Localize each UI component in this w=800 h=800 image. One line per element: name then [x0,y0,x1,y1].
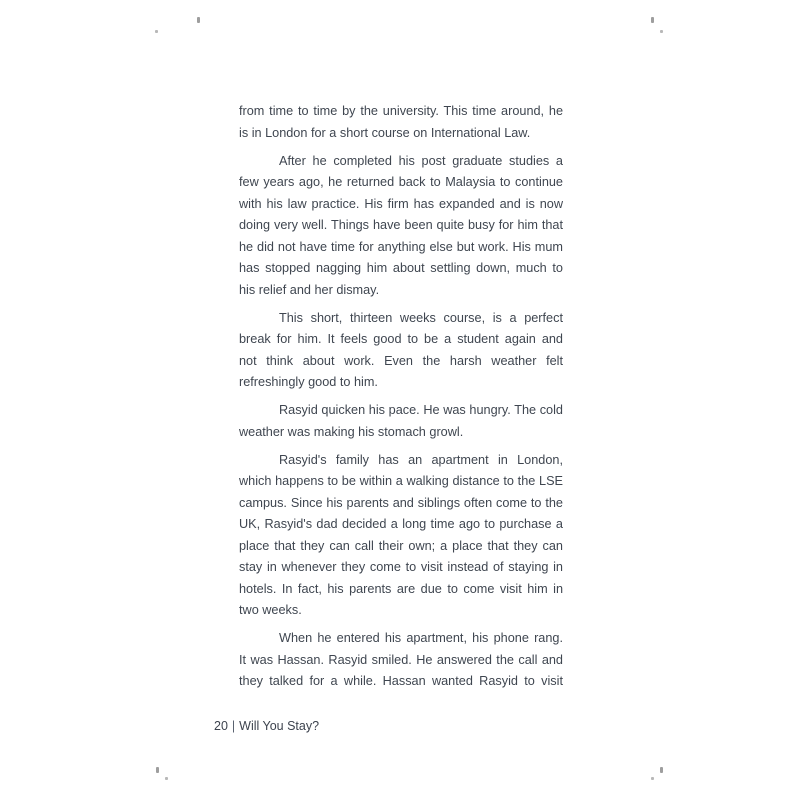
text-line: few years ago, he returned back to Malaysia to continue [239,175,563,189]
corner-mark-top-right-tick [651,17,654,23]
text-line: break for him. It feels good to be a student again and [239,332,563,346]
text-line: After he completed his post graduate studies a [279,153,563,168]
text-line: When he entered his apartment, his phone rang. [279,631,563,645]
text-line: campus. Since his parents and siblings often come to the [239,495,563,510]
text-line: which happens to be within a walking distance to the LSE [239,474,563,488]
page-body [239,101,563,693]
text-line: from time to time by the university. This time around, he [239,104,563,118]
footer-separator: | [231,719,236,733]
corner-mark-bottom-left-dot [165,777,168,780]
text-line: is in London for a short course on International Law. [239,125,531,140]
text-line: not think about work. Even the harsh weather felt [239,353,563,368]
text-line: place that they can call their own; a place that they can [239,538,563,553]
corner-mark-bottom-left-tick [156,767,159,773]
corner-mark-top-left-dot [155,30,158,33]
text-line: Rasyid's family has an apartment in London, [279,452,563,467]
page-footer [214,718,319,734]
paragraph [239,400,563,443]
text-line: two weeks. [239,603,302,617]
book-title: Will You Stay? [239,719,320,733]
corner-mark-top-left-tick [197,17,200,23]
text-line: stay in whenever they come to visit instead of staying in [239,560,563,574]
text-line: doing very well. Things have been quite busy for him that [239,218,563,232]
text-line: Rasyid quicken his pace. He was hungry. The cold [279,403,563,417]
text-line: they talked for a while. Hassan wanted Rasyid to visit [239,674,563,688]
paragraph [239,151,563,302]
text-line: hotels. In fact, his parents are due to come visit him in [239,581,563,596]
paragraph [239,101,563,144]
page-number: 20 [214,719,228,733]
text-line: his relief and her dismay. [239,282,380,297]
paragraph [239,628,563,693]
text-line: UK, Rasyid's dad decided a long time ago to purchase a [239,517,563,531]
paragraph [239,450,563,622]
text-line: weather was making his stomach growl. [239,424,464,439]
corner-mark-bottom-right-tick [660,767,663,773]
paragraph [239,308,563,394]
text-line: he did not have time for anything else but work. His mum [239,239,563,254]
text-line: has stopped nagging him about settling down, much to [239,261,563,275]
text-line: It was Hassan. Rasyid smiled. He answered the call and [239,652,563,667]
text-line: with his law practice. His firm has expanded and is now [239,196,563,211]
text-line: refreshingly good to him. [239,375,378,389]
corner-mark-top-right-dot [660,30,663,33]
corner-mark-bottom-right-dot [651,777,654,780]
text-line: This short, thirteen weeks course, is a perfect [279,310,563,325]
